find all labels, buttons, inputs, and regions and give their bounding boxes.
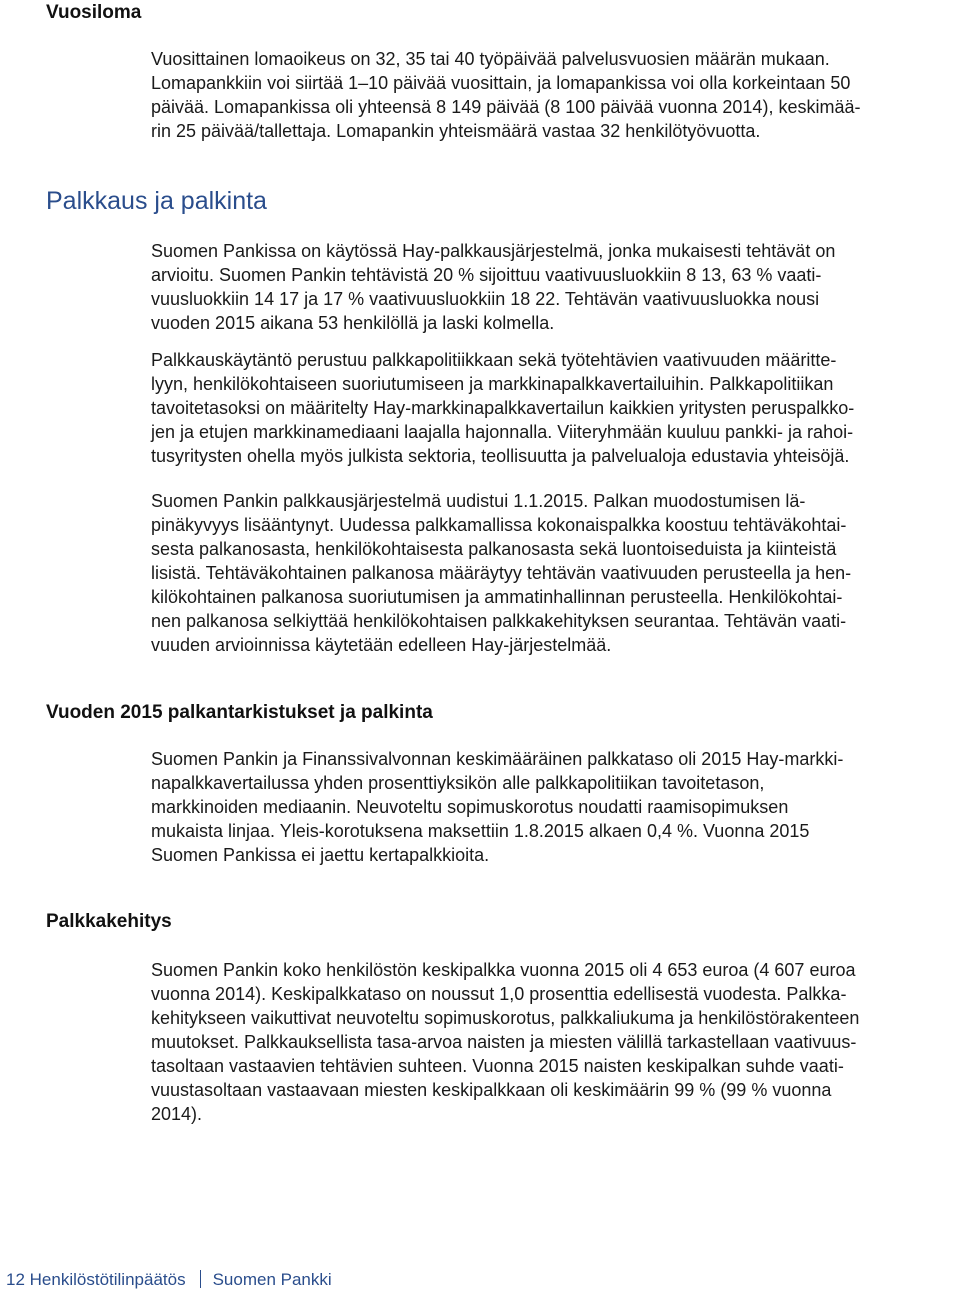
text-line: Suomen Pankissa ei jaettu kertapalkkioita.	[151, 845, 490, 865]
text-line: tusyritysten ohella myös julkista sektoria, teollisuutta ja palvelualoja edustavia yhteisöjä.	[151, 446, 850, 466]
document-title: Henkilöstötilinpäätös	[29, 1270, 186, 1289]
text-line: vuusluokkiin 14 17 ja 17 % vaativuusluokkiin 18 22. Tehtävän vaativuusluokka nousi	[151, 289, 820, 309]
text-line: 2014).	[151, 1104, 203, 1124]
text-line: markkinoiden mediaanin. Neuvoteltu sopimuskorotus noudatti raamisopimuksen	[151, 797, 789, 817]
text-line: sesta palkanosasta, henkilökohtaisesta palkanosasta sekä luontoiseduista ja kiinteistä	[151, 539, 837, 559]
text-line: kehitykseen vaikuttivat neuvoteltu sopimuskorotus, palkkaliukuma ja henkilöstörakenteen	[151, 1008, 860, 1028]
text-line: Palkkauskäytäntö perustuu palkkapolitiikkaan sekä työtehtävien vaativuuden määritte-	[151, 350, 837, 370]
text-line: Suomen Pankin palkkausjärjestelmä uudistui 1.1.2015. Palkan muodostumisen lä-	[151, 491, 806, 511]
text-line: mukaista linjaa. Yleis-korotuksena maksettiin 1.8.2015 alkaen 0,4 %. Vuonna 2015	[151, 821, 810, 841]
text-line: vuuden arvioinnissa käytetään edelleen Hay-järjestelmää.	[151, 635, 612, 655]
text-line: napalkkavertailussa yhden prosenttiyksikön alle palkkapolitiikan tavoitetason,	[151, 773, 765, 793]
paragraph-palkantarkistukset	[151, 747, 951, 867]
text-line: jen ja etujen markkinamediaani laajalla hajonnalla. Viiteryhmään kuuluu pankki- ja rahoi-	[151, 422, 854, 442]
text-line: kilökohtainen palkanosa suoriutumisen ja ammatinhallinnan perusteella. Henkilökohtai-	[151, 587, 843, 607]
text-line: rin 25 päivää/tallettaja. Lomapankin yhteismäärä vastaa 32 henkilötyövuotta.	[151, 121, 761, 141]
text-line: Suomen Pankissa on käytössä Hay-palkkausjärjestelmä, jonka mukaisesti tehtävät on	[151, 241, 836, 261]
heading-palkkakehitys: Palkkakehitys	[46, 911, 172, 932]
paragraph-palkkaus-1	[151, 239, 951, 335]
text-line: vuustasoltaan vastaavaan miesten keskipalkkaan oli keskimäärin 99 % (99 % vuonna	[151, 1080, 832, 1100]
text-line: nen palkanosa selkiyttää henkilökohtaisen palkkakehityksen seurantaa. Tehtävän vaati-	[151, 611, 847, 631]
page-number: 12	[6, 1270, 25, 1289]
text-line: arvioitu. Suomen Pankin tehtävistä 20 % sijoittuu vaativuusluokkiin 8 13, 63 % vaati-	[151, 265, 822, 285]
heading-palkantarkistukset: Vuoden 2015 palkantarkistukset ja palkinta	[46, 702, 433, 723]
text-line: lisistä. Tehtäväkohtainen palkanosa määräytyy tehtävän vaativuuden perusteella ja hen-	[151, 563, 852, 583]
paragraph-palkkaus-2	[151, 348, 951, 468]
paragraph-palkkakehitys	[151, 958, 951, 1126]
text-line: muutokset. Palkkauksellista tasa-arvoa naisten ja miesten välillä tarkastellaan vaativuus-	[151, 1032, 857, 1052]
footer-divider	[200, 1270, 201, 1288]
heading-vuosiloma: Vuosiloma	[46, 2, 142, 23]
paragraph-palkkaus-3	[151, 489, 951, 657]
text-line: Vuosittainen lomaoikeus on 32, 35 tai 40 työpäivää palvelusvuosien määrän mukaan.	[151, 49, 830, 69]
heading-palkkaus-ja-palkinta: Palkkaus ja palkinta	[46, 187, 267, 215]
text-line: vuoden 2015 aikana 53 henkilöllä ja laski kolmella.	[151, 313, 555, 333]
text-line: Lomapankkiin voi siirtää 1–10 päivää vuosittain, ja lomapankissa voi olla korkeintaan 50	[151, 73, 851, 93]
text-line: Suomen Pankin ja Finanssivalvonnan keskimääräinen palkkataso oli 2015 Hay-markki-	[151, 749, 844, 769]
text-line: vuonna 2014). Keskipalkkataso on noussut 1,0 prosenttia edellisestä vuodesta. Palkka-	[151, 984, 847, 1004]
text-line: lyyn, henkilökohtaiseen suoriutumiseen ja markkinapalkkavertailuihin. Palkkapolitiikan	[151, 374, 834, 394]
text-line: päivää. Lomapankissa oli yhteensä 8 149 päivää (8 100 päivää vuonna 2014), keskimää-	[151, 97, 861, 117]
text-line: tavoitetasoksi on määritelty Hay-markkinapalkkavertailun kaikkien yritysten peruspalkko-	[151, 398, 855, 418]
text-line: Suomen Pankin koko henkilöstön keskipalkka vuonna 2015 oli 4 653 euroa (4 607 euroa	[151, 960, 856, 980]
page-footer	[6, 1270, 332, 1290]
text-line: tasoltaan vastaavien tehtävien suhteen. Vuonna 2015 naisten keskipalkan suhde vaati-	[151, 1056, 844, 1076]
paragraph-vuosiloma	[151, 47, 951, 143]
organization-name: Suomen Pankki	[212, 1270, 332, 1289]
text-line: pinäkyvyys lisääntynyt. Uudessa palkkamallissa kokonaispalkka koostuu tehtäväkohtai-	[151, 515, 847, 535]
